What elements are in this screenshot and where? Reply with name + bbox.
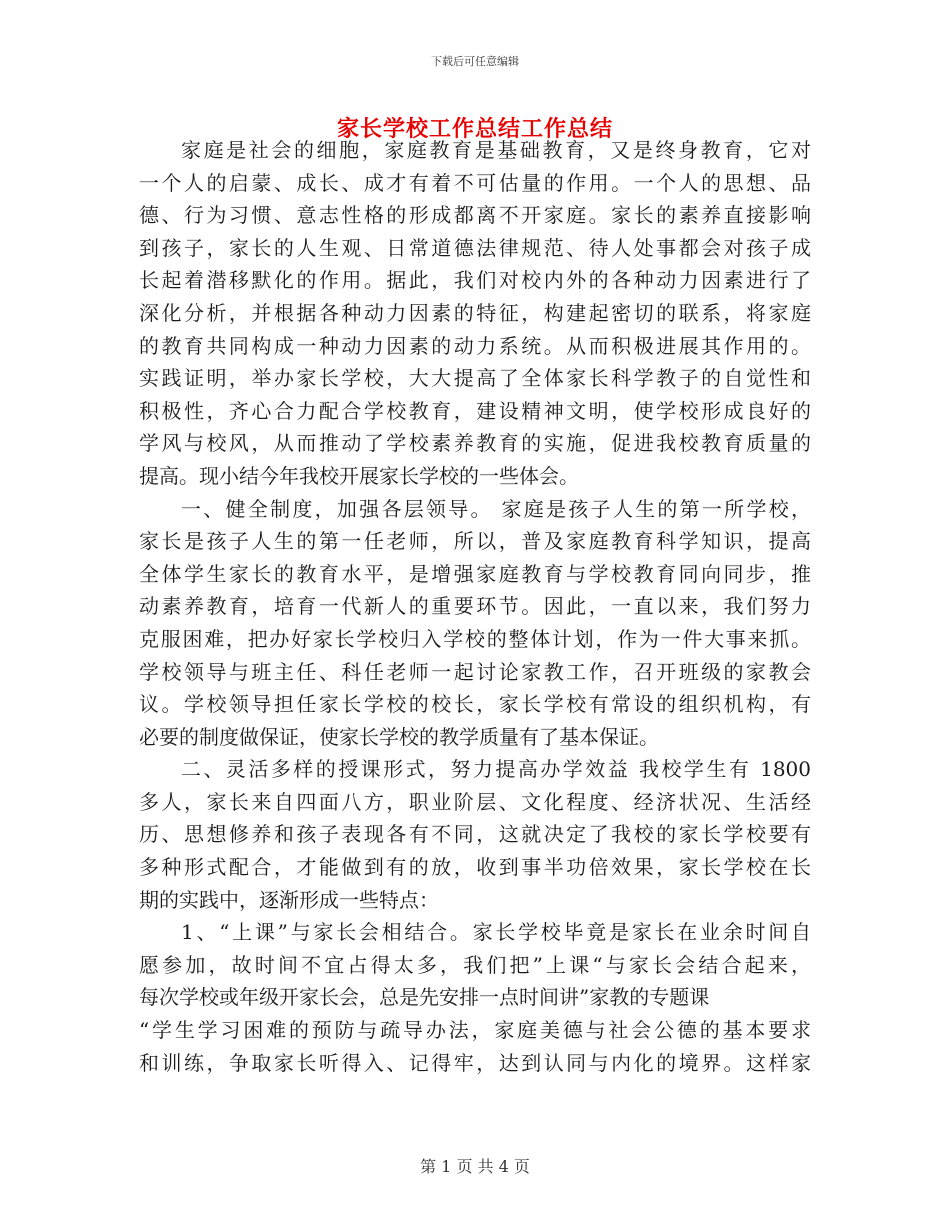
body-line: “学生学习困难的预防与疏导办法，家庭美德与社会公德的基本要求 xyxy=(139,1018,811,1043)
page-header: 下载后可任意编辑 xyxy=(431,55,519,68)
body-line: 学风与校风，从而推动了学校素养教育的实施，促进我校教育质量的 xyxy=(139,431,811,456)
body-line: 每次学校或年级开家长会，总是先安排一点时间讲”家教的专题课 xyxy=(139,985,710,1010)
body-line: 历、思想修养和孩子表现各有不同，这就决定了我校的家长学校要有 xyxy=(139,822,811,847)
body-line: 积极性，齐心合力配合学校教育，建设精神文明，使学校形成良好的 xyxy=(139,398,811,423)
body-line: 议。学校领导担任家长学校的校长，家长学校有常设的组织机构，有 xyxy=(139,692,811,717)
body-line: 和训练，争取家长听得入、记得牢，达到认同与内化的境界。这样家 xyxy=(139,1050,811,1075)
section-heading-line: 一、健全制度，加强各层领导。 家庭是孩子人生的第一所学校， xyxy=(181,496,811,521)
body-line: 必要的制度做保证，使家长学校的教学质量有了基本保证。 xyxy=(139,724,659,749)
document-title: 家长学校工作总结工作总结 xyxy=(336,116,613,142)
body-line: 一个人的启蒙、成长、成才有着不可估量的作用。一个人的思想、品 xyxy=(139,170,811,195)
body-line: 的教育共同构成一种动力因素的动力系统。从而积极进展其作用的。 xyxy=(139,333,811,358)
body-line: 学校领导与班主任、科任老师一起讨论家教工作，召开班级的家教会 xyxy=(139,659,811,684)
body-line: 德、行为习惯、意志性格的形成都离不开家庭。家长的素养直接影响 xyxy=(139,203,811,228)
body-line: 实践证明，举办家长学校，大大提高了全体家长科学教子的自觉性和 xyxy=(139,366,811,391)
document-body xyxy=(139,134,811,1079)
body-line: 多种形式配合，才能做到有的放，收到事半功倍效果，家长学校在长 xyxy=(139,855,811,880)
body-line: 动素养教育，培育一代新人的重要环节。因此，一直以来，我们努力 xyxy=(139,594,811,619)
body-line: 克服困难，把办好家长学校归入学校的整体计划，作为一件大事来抓。 xyxy=(139,626,811,651)
list-item-line: 1、“上课”与家长会相结合。家长学校毕竟是家长在业余时间自 xyxy=(181,920,811,945)
body-line: 愿参加，故时间不宜占得太多，我们把”上课“与家长会结合起来， xyxy=(139,952,811,977)
section-heading-line: 二、灵活多样的授课形式，努力提高办学效益 我校学生有 1800 xyxy=(181,757,811,782)
body-line: 到孩子，家长的人生观、日常道德法律规范、待人处事都会对孩子成 xyxy=(139,235,811,260)
body-line: 家庭是社会的细胞，家庭教育是基础教育，又是终身教育，它对 xyxy=(181,138,811,162)
body-line: 深化分析，并根据各种动力因素的特征，构建起密切的联系，将家庭 xyxy=(139,300,811,325)
body-line: 家长是孩子人生的第一任老师，所以，普及家庭教育科学知识，提高 xyxy=(139,529,811,554)
page-number-footer: 第 1 页 共 4 页 xyxy=(420,1157,530,1176)
body-line: 长起着潜移默化的作用。据此，我们对校内外的各种动力因素进行了 xyxy=(139,268,811,293)
body-line: 期的实践中，逐渐形成一些特点： xyxy=(139,887,439,912)
body-line: 提高。现小结今年我校开展家长学校的一些体会。 xyxy=(139,463,579,488)
body-line: 全体学生家长的教育水平，是增强家庭教育与学校教育同向同步，推 xyxy=(139,561,811,586)
body-line: 多人，家长来自四面八方，职业阶层、文化程度、经济状况、生活经 xyxy=(139,789,811,814)
